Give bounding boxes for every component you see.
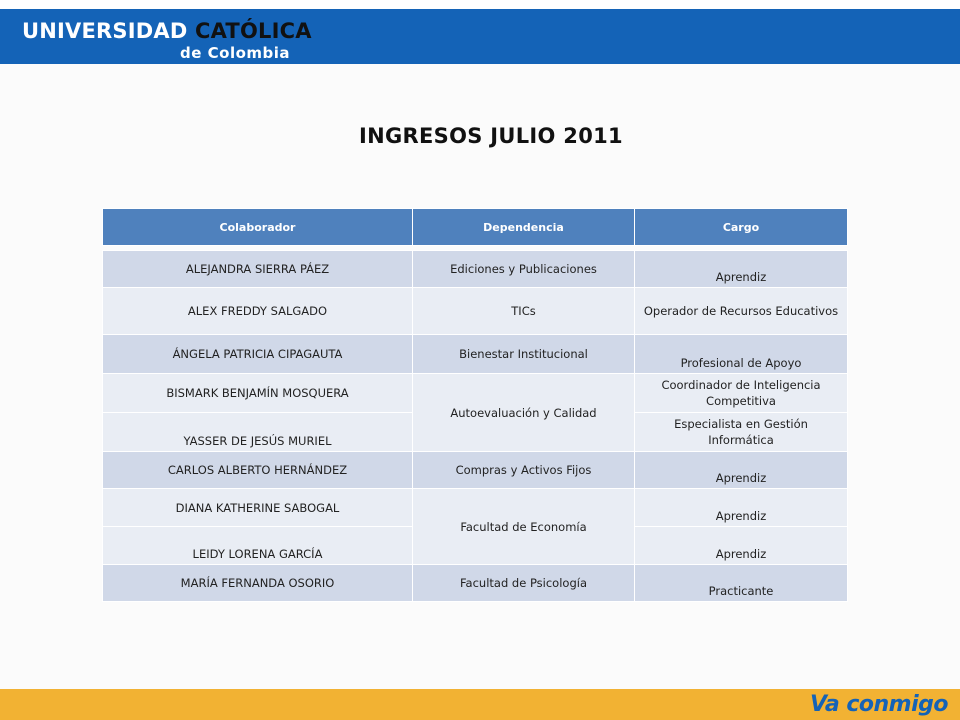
cell-dependencia: Compras y Activos Fijos — [413, 452, 635, 489]
cell-colaborador: CARLOS ALBERTO HERNÁNDEZ — [103, 452, 413, 489]
cell-cargo: Practicante — [635, 565, 848, 602]
table-row — [103, 565, 848, 602]
cell-cargo: Aprendiz — [635, 489, 848, 527]
cell-colaborador: MARÍA FERNANDA OSORIO — [103, 565, 413, 602]
table-row — [103, 452, 848, 489]
cell-colaborador: ALEX FREDDY SALGADO — [103, 288, 413, 335]
logo-word-catolica: CATÓLICA — [194, 19, 312, 43]
table-header-row — [103, 209, 848, 246]
cell-dependencia-merged: Autoevaluación y Calidad — [413, 374, 635, 452]
cell-colaborador: YASSER DE JESÚS MURIEL — [103, 413, 413, 452]
university-logo — [22, 19, 312, 43]
cell-dependencia: TICs — [413, 288, 635, 335]
logo-subtitle: de Colombia — [180, 44, 291, 62]
table-row — [103, 288, 848, 335]
footer-bar — [0, 689, 960, 720]
cell-cargo: Profesional de Apoyo — [635, 335, 848, 374]
cell-colaborador: BISMARK BENJAMÍN MOSQUERA — [103, 374, 413, 413]
table-row — [103, 335, 848, 374]
cell-colaborador: LEIDY LORENA GARCÍA — [103, 527, 413, 565]
cell-dependencia-merged: Facultad de Economía — [413, 489, 635, 565]
table-row — [103, 374, 848, 413]
cell-colaborador: ALEJANDRA SIERRA PÁEZ — [103, 251, 413, 288]
cell-cargo: Especialista en Gestión Informática — [635, 413, 848, 452]
slogan: Va conmigo — [810, 692, 948, 717]
cell-colaborador: ÁNGELA PATRICIA CIPAGAUTA — [103, 335, 413, 374]
logo-word-universidad: UNIVERSIDAD — [22, 19, 188, 43]
column-header-colaborador: Colaborador — [103, 209, 413, 246]
table-row — [103, 251, 848, 288]
cell-cargo: Coordinador de Inteligencia Competitiva — [635, 374, 848, 413]
cell-dependencia: Ediciones y Publicaciones — [413, 251, 635, 288]
cell-dependencia: Facultad de Psicología — [413, 565, 635, 602]
cell-colaborador: DIANA KATHERINE SABOGAL — [103, 489, 413, 527]
ingresos-table — [102, 208, 848, 602]
table-row — [103, 489, 848, 527]
cell-cargo: Aprendiz — [635, 452, 848, 489]
column-header-cargo: Cargo — [635, 209, 848, 246]
cell-dependencia: Bienestar Institucional — [413, 335, 635, 374]
header-bar — [0, 0, 960, 64]
cell-cargo: Aprendiz — [635, 251, 848, 288]
cell-cargo: Operador de Recursos Educativos — [635, 288, 848, 335]
column-header-dependencia: Dependencia — [413, 209, 635, 246]
page-title: INGRESOS JULIO 2011 — [359, 124, 623, 148]
cell-cargo: Aprendiz — [635, 527, 848, 565]
